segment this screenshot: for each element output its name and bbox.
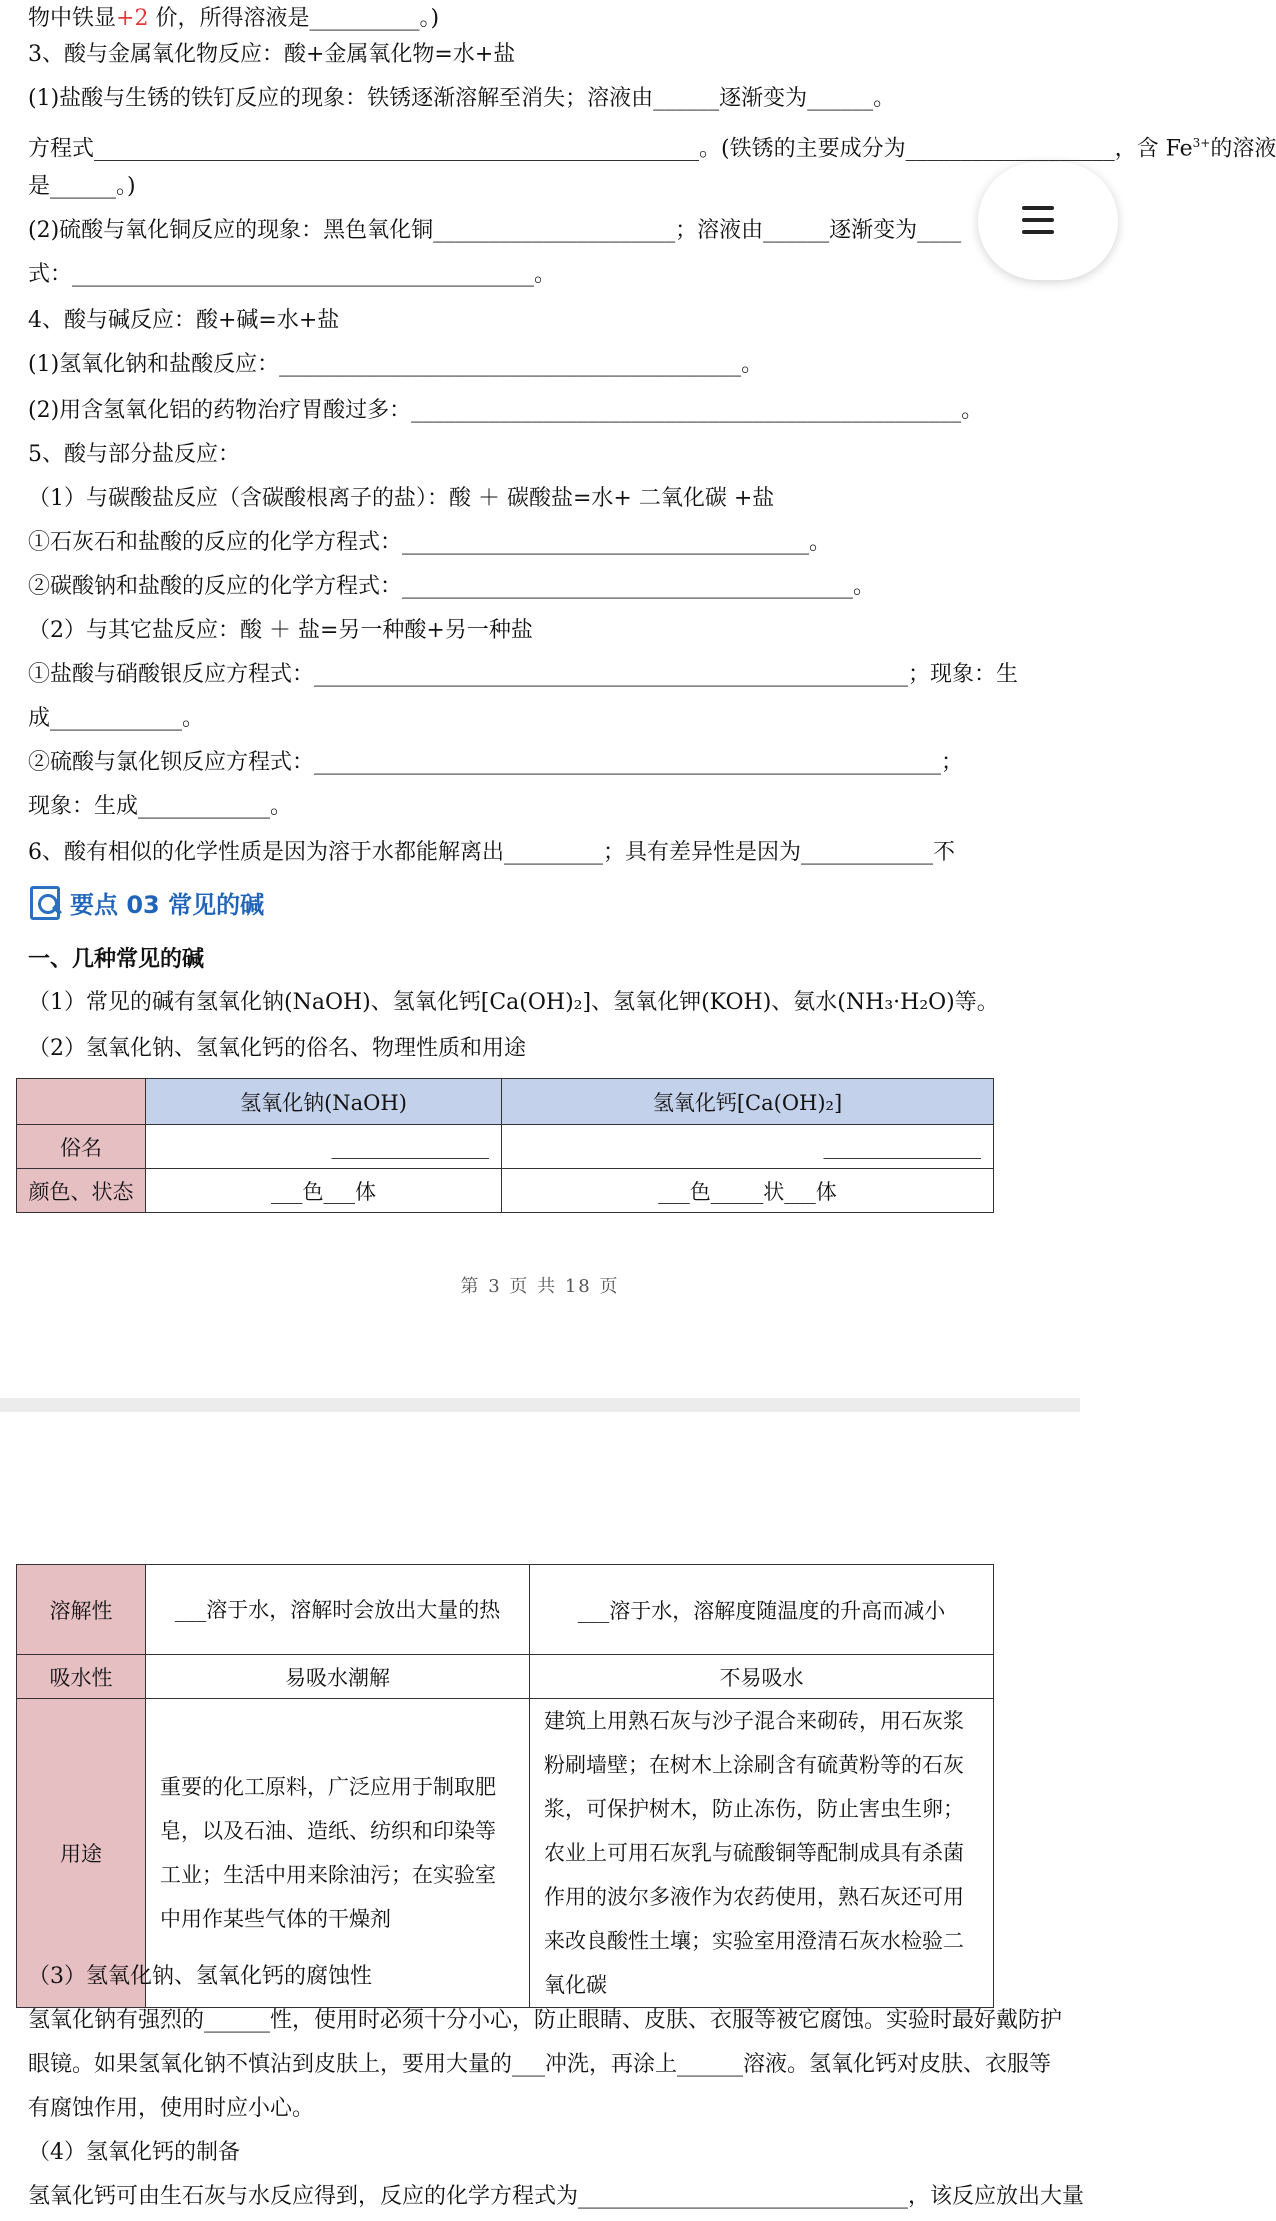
magnifier-document-icon [28,884,64,920]
bases-table-part1 [16,1078,994,1213]
cell-naoh-color: ___色___体 [146,1169,502,1213]
page-footer: 第 3 页 共 18 页 [460,1276,620,1297]
row-label-uses: 用途 [17,1699,146,2008]
text-line: 氢氧化钠有强烈的______性，使用时必须十分小心，防止眼睛、皮肤、衣服等被它腐蚀。实验时最好戴防护 [28,2008,1063,2033]
cell-caoh-uses: 建筑上用熟石灰与沙子混合来砌砖，用石灰浆粉刷墙壁；在树木上涂刷含有硫黄粉等的石灰浆，可保护树木，防止冻伤，防止害虫生卵；农业上可用石灰乳与硫酸铜等配制成具有杀菌作用的波尔多液作为农药使用，熟石灰还可用来改良酸性土壤；实验室用澄清石灰水检验二氧化碳 [530,1699,994,2008]
text-line: ②硫酸与氯化钡反应方程式：_________________________________________________________； [28,750,964,775]
row-label-common-name: 俗名 [17,1125,146,1169]
section-header [28,882,264,922]
table-corner [17,1079,146,1125]
text-line: (2)硫酸与氧化铜反应的现象：黑色氧化铜______________________；溶液由______逐渐变为____ [28,218,962,243]
text-line: (2)用含氢氧化铝的药物治疗胃酸过多：__________________________________________________。 [28,398,984,423]
text-line: (1)盐酸与生锈的铁钉反应的现象：铁锈逐渐溶解至消失；溶液由______逐渐变为______。 [28,86,896,111]
text-line: 眼镜。如果氢氧化钠不慎沾到皮肤上，要用大量的___冲洗，再涂上______溶液。氢氧化钙对皮肤、衣服等 [28,2052,1052,2077]
text-line: （1）常见的碱有氢氧化钠(NaOH)、氢氧化钙[Ca(OH)₂]、氢氧化钾(KOH)、氨水(NH₃·H₂O)等。 [28,990,999,1015]
text-line: （3）氢氧化钠、氢氧化钙的腐蚀性 [28,1964,372,1989]
heading-acid-metal-oxide: 3、酸与金属氧化物反应：酸+金属氧化物=水+盐 [28,42,516,67]
heading-acid-salt: 5、酸与部分盐反应： [28,442,240,467]
cell-caoh-hygroscopic: 不易吸水 [530,1655,994,1699]
text-line: 物中铁显+2 价，所得溶液是__________。) [28,6,440,31]
subsection-title: 一、几种常见的碱 [28,946,205,972]
row-label-color-state: 颜色、状态 [17,1169,146,1213]
text-line: 成____________。 [28,706,205,731]
hamburger-icon-bar [1022,218,1054,222]
cell-caoh-color: ___色_____状___体 [502,1169,994,1213]
table-header-naoh: 氢氧化钠(NaOH) [146,1079,502,1125]
text-line: 现象：生成____________。 [28,794,293,819]
text-line: 有腐蚀作用，使用时应小心。 [28,2096,315,2121]
cell-caoh-name: _______________ [502,1125,994,1169]
text-line: 6、酸有相似的化学性质是因为溶于水都能解离出_________；具有差异性是因为____________不 [28,840,955,865]
cell-naoh-name: _______________ [146,1125,502,1169]
cell-naoh-hygroscopic: 易吸水潮解 [146,1655,530,1699]
bases-table-part2 [16,1564,994,2008]
text-line: ②碳酸钠和盐酸的反应的化学方程式：_________________________________________。 [28,574,876,599]
text-line: ①石灰石和盐酸的反应的化学方程式：_____________________________________。 [28,530,832,555]
document-page-4 [0,1412,1085,2221]
row-label-solubility: 溶解性 [17,1565,146,1655]
text-line: （1）与碳酸盐反应（含碳酸根离子的盐）：酸 ＋ 碳酸盐=水+ 二氧化碳 +盐 [28,486,775,511]
text-line: （2）氢氧化钠、氢氧化钙的俗名、物理性质和用途 [28,1036,526,1061]
section-title: 要点 03 常见的碱 [70,890,265,919]
cell-naoh-uses: 重要的化工原料，广泛应用于制取肥皂，以及石油、造纸、纺织和印染等工业；生活中用来除油污；在实验室中用作某些气体的干燥剂 [146,1699,530,2008]
hamburger-icon-bar [1022,230,1054,234]
row-label-hygroscopic: 吸水性 [17,1655,146,1699]
text-line: 式：__________________________________________。 [28,262,557,287]
menu-button[interactable] [978,162,1118,280]
text-line: （2）与其它盐反应：酸 ＋ 盐=另一种酸+另一种盐 [28,618,533,643]
text-line: ①盐酸与硝酸银反应方程式：______________________________________________________；现象：生 [28,662,1019,687]
text-line: 方程式_______________________________________________________。(铁锈的主要成分为___________________，含 $Fe^{3+}$的溶液 [28,136,1276,162]
cell-caoh-solubility: ___溶于水，溶解度随温度的升高而减小 [530,1565,994,1655]
hamburger-icon [1022,206,1054,210]
text-line: 是______。) [28,174,136,199]
table-header-caoh: 氢氧化钙[Ca(OH)₂] [502,1079,994,1125]
text-line: 氢氧化钙可由生石灰与水反应得到，反应的化学方程式为______________________________，该反应放出大量 [28,2184,1085,2209]
page-separator [0,1398,1080,1412]
cell-naoh-solubility: ___溶于水，溶解时会放出大量的热 [146,1565,530,1655]
text-line: （4）氢氧化钙的制备 [28,2140,240,2165]
heading-acid-base: 4、酸与碱反应：酸+碱=水+盐 [28,308,340,333]
text-line: (1)氢氧化钠和盐酸反应：__________________________________________。 [28,352,764,377]
